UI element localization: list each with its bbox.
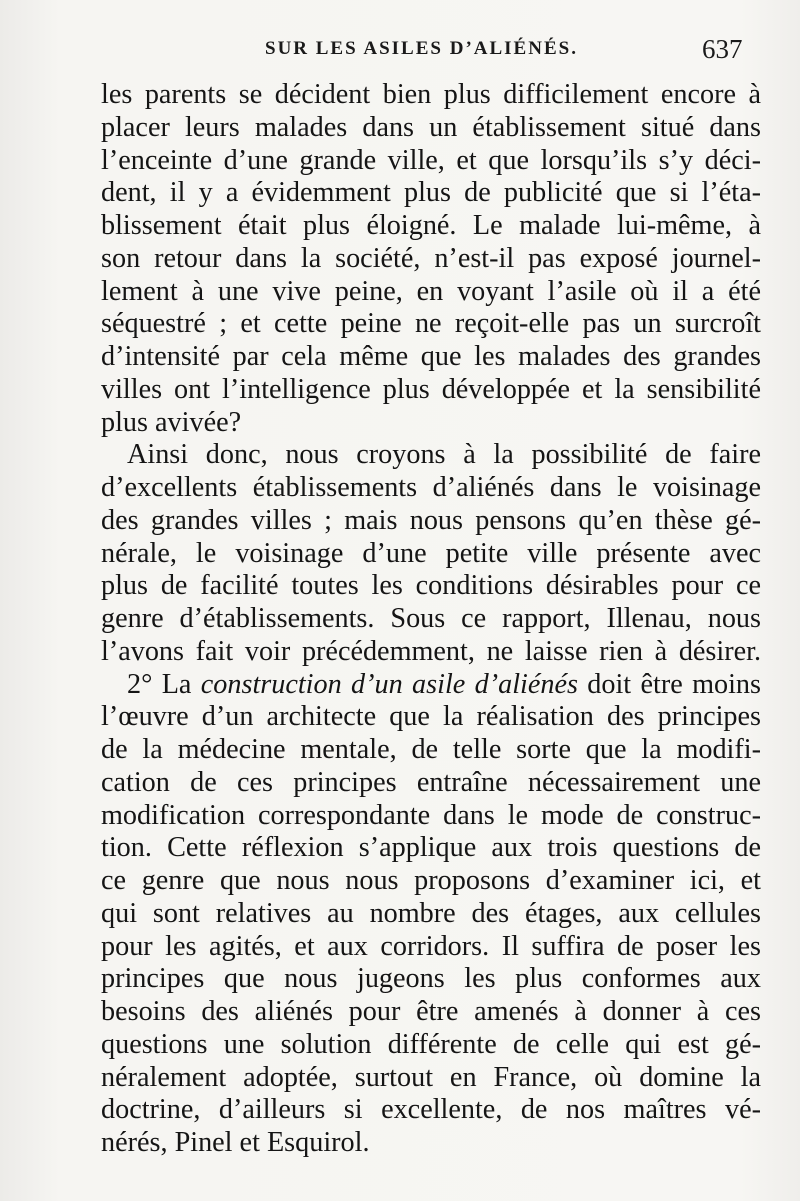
paragraph-end-line: nérés, Pinel et Esquirol. [101,1127,370,1158]
text-line: les parents se décident bien plus difficilement encore à [101,79,761,110]
text-line: son retour dans la société, n’est-il pas exposé journel- [101,242,761,274]
text-line: besoins des aliénés pour être amenés à donner à ces [101,996,761,1027]
text-line: l’avons fait voir précédemment, ne laisse rien à désirer. [101,635,761,667]
text-line: néralement adoptée, surtout en France, où domine la [101,1061,761,1093]
text-line: d’intensité par cela même que les malades des grandes [101,341,761,372]
section-heading-line [101,669,761,702]
text-line: doctrine, d’ailleurs si excellente, de nos maîtres vé- [101,1094,761,1126]
section-italic-title: construction d’un asile d’aliénés [200,668,578,700]
text-line: plus de facilité toutes les conditions désirables pour ce [101,570,761,602]
text-line: séquestré ; et cette peine ne reçoit-elle pas un surcroît [101,308,761,340]
body-text [101,79,761,1160]
text-line: ce genre que nous nous proposons d’examiner ici, et [101,865,761,896]
text-line: des grandes villes ; mais nous pensons qu’en thèse gé- [101,504,761,536]
text-line: d’excellents établissements d’aliénés dans le voisinage [101,472,761,503]
text-line: cation de ces principes entraîne nécessairement une [101,766,761,798]
page-number: 637 [702,34,743,64]
section-suffix: doit être moins [577,668,761,700]
text-line: pour les agités, et aux corridors. Il suffira de poser les [101,930,761,962]
text-line: principes que nous jugeons les plus conformes aux [101,963,761,995]
text-line: tion. Cette réflexion s’applique aux trois questions de [101,832,761,864]
text-line: questions une solution différente de celle qui est gé- [101,1028,761,1060]
text-line: lement à une vive peine, en voyant l’asile où il a été [101,275,761,307]
paragraph-end-line: plus avivée? [101,406,242,438]
section-prefix: 2° La [127,668,201,700]
text-line: l’enceinte d’une grande ville, et que lorsqu’ils s’y déci- [101,144,761,176]
text-line: villes ont l’intelligence plus développée et la sensibilité [101,373,761,405]
text-line: nérale, le voisinage d’une petite ville présente avec [101,537,761,569]
text-line: l’œuvre d’un architecte que la réalisation des principes [101,701,761,733]
text-line: de la médecine mentale, de telle sorte que la modifi- [101,734,761,765]
text-line: qui sont relatives au nombre des étages, aux cellules [101,897,761,929]
text-line: placer leurs malades dans un établissement situé dans [101,111,761,143]
text-line: blissement était plus éloigné. Le malade lui-même, à [101,210,761,241]
running-title: SUR LES ASILES D’ALIÉNÉS. [265,38,578,59]
text-line: genre d’établissements. Sous ce rapport, Illenau, nous [101,603,761,634]
text-line: dent, il y a évidemment plus de publicité que si l’éta- [101,177,761,209]
running-head [0,32,800,66]
paragraph-start-line: Ainsi donc, nous croyons à la possibilité de faire [127,439,761,471]
text-line: modification correspondante dans le mode de construc- [101,799,761,831]
